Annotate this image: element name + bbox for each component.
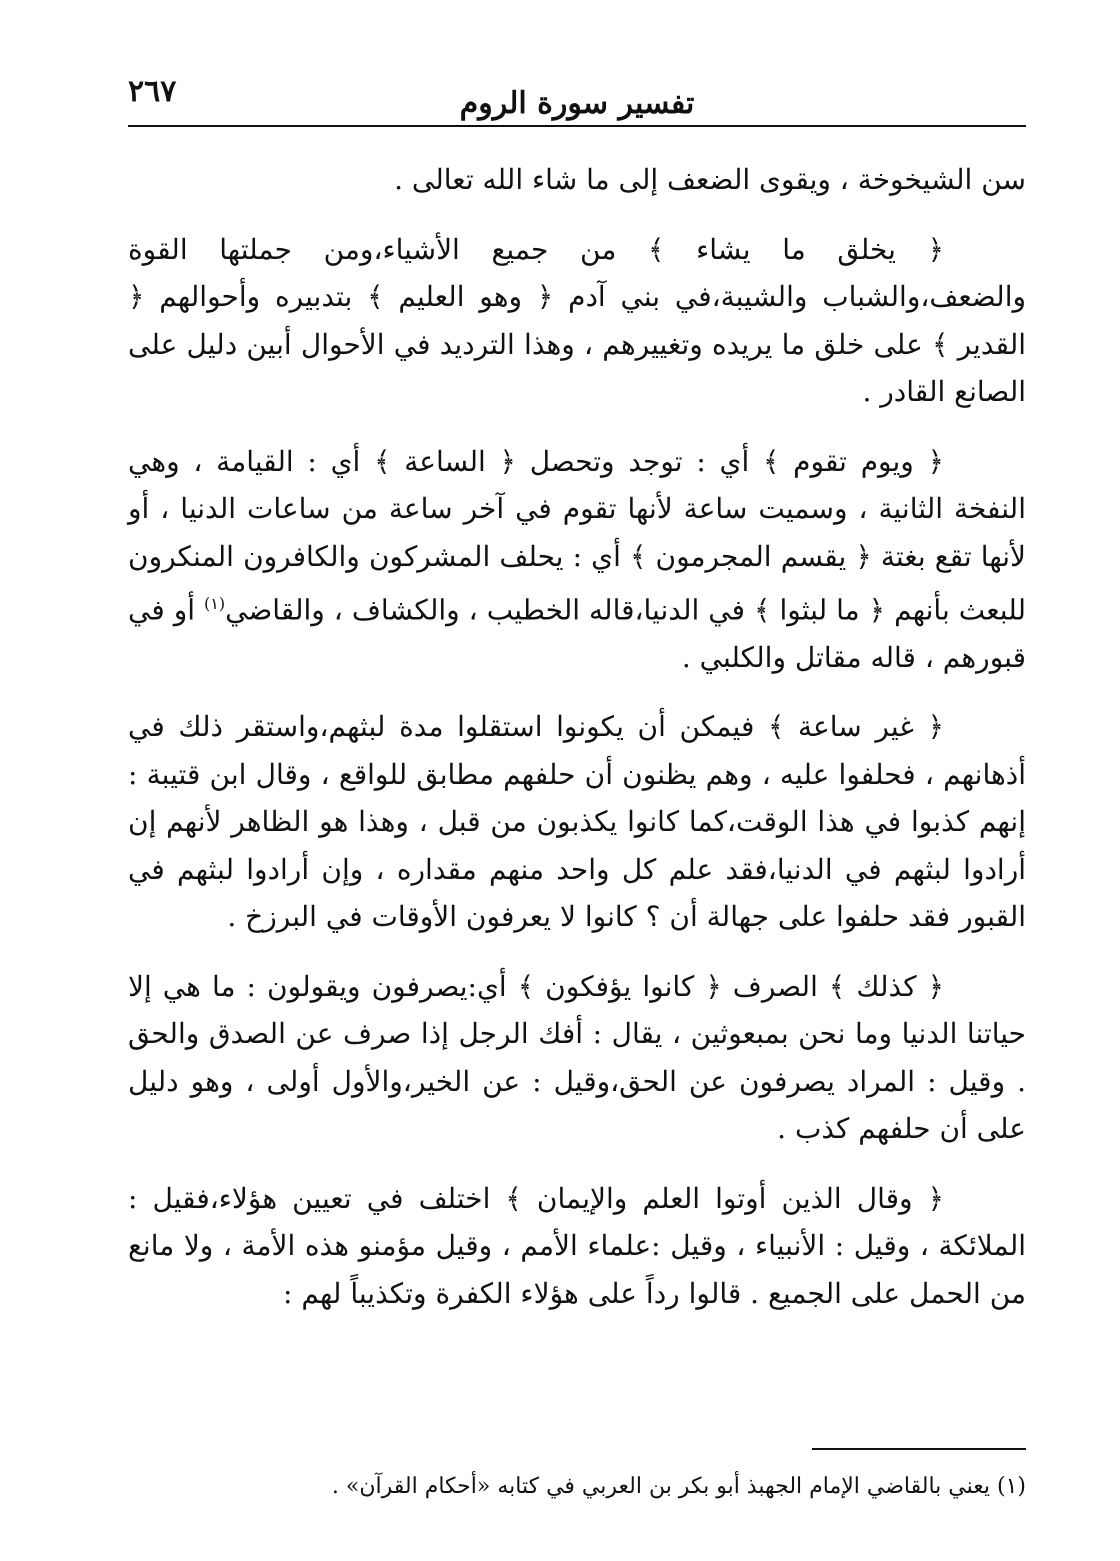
- paragraph: ﴿ وقال الذين أوتوا العلم والإيمان ﴾ اختلف في تعيين هؤلاء،فقيل : الملائكة ، وقيل : الأنبياء ، وقيل :علماء الأمم ، وقيل مؤمنو هذه الأمة ، ولا مانع من الحمل على الجميع . قالوا رداً على هؤلاء الكفرة وتكذيباً لهم :: [128, 1181, 1026, 1310]
- paragraph: ﴿ غير ساعة ﴾ فيمكن أن يكونوا استقلوا مدة لبثهم،واستقر ذلك في أذهانهم ، فحلفوا عليه ، وهم يظنون أن حلفهم مطابق للواقع ، وقال ابن قتيبة : إنهم كذبوا في هذا الوقت،كما كانوا يكذبون من قبل ، وهذا هو الظاهر لأنهم إن أرادوا لبثهم في الدنيا،فقد علم كل واحد منهم مقداره ، وإن أرادوا لبثهم في القبور فقد حلفوا على جهالة أن ؟ كانوا لا يعرفون الأوقات في البرزخ .: [128, 710, 1026, 934]
- paragraph-text: أو في قبورهم ، قاله مقاتل والكلبي .: [128, 593, 1026, 674]
- footnote-rule: [812, 1448, 1026, 1450]
- footnote: (١) يعني بالقاضي الإمام الجهبذ أبو بكر بن العربي في كتابه «أحكام القرآن» .: [331, 1474, 1026, 1499]
- footnote-marker[interactable]: (١): [204, 594, 226, 613]
- page-number: ٢٦٧: [128, 74, 177, 109]
- body-text: [128, 156, 1026, 1339]
- paragraph: ﴿ يخلق ما يشاء ﴾ من جميع الأشياء،ومن جملتها القوة والضعف،والشباب والشيبة،في بني آدم ﴿ وهو العليم ﴾ بتدبيره وأحوالهم ﴿ القدير ﴾ على خلق ما يريده وتغييرهم ، وهذا الترديد في الأحوال أبين دليل على الصانع القادر .: [128, 232, 1026, 408]
- paragraph: ﴿ كذلك ﴾ الصرف ﴿ كانوا يؤفكون ﴾ أي:يصرفون ويقولون : ما هي إلا حياتنا الدنيا وما نحن بمبعوثين ، يقال : أفك الرجل إذا صرف عن الصدق والحق . وقيل : المراد يصرفون عن الحق،وقيل : عن الخير،والأول أولى ، وهو دليل على أن حلفهم كذب .: [128, 969, 1026, 1146]
- page-header: [128, 58, 1026, 128]
- paragraph-text: ﴿ ويوم تقوم ﴾ أي : توجد وتحصل ﴿ الساعة ﴾ أي : القيامة ، وهي النفخة الثانية ، وسميت ساعة لأنها تقوم في آخر ساعة من ساعات الدنيا ، أو لأنها تقع بغتة ﴿ يقسم المجرمون ﴾ أي : يحلف المشركون والكافرون المنكرون للبعث بأنهم ﴿ ما لبثوا ﴾ في الدنيا،قاله الخطيب ، والكشاف ، والقاضي: [128, 444, 1026, 627]
- paragraph: [128, 438, 1026, 682]
- header-rule: [128, 125, 1026, 127]
- running-title: تفسير سورة الروم: [459, 86, 695, 121]
- paragraph: سن الشيخوخة ، ويقوى الضعف إلى ما شاء الله تعالى .: [394, 163, 1026, 196]
